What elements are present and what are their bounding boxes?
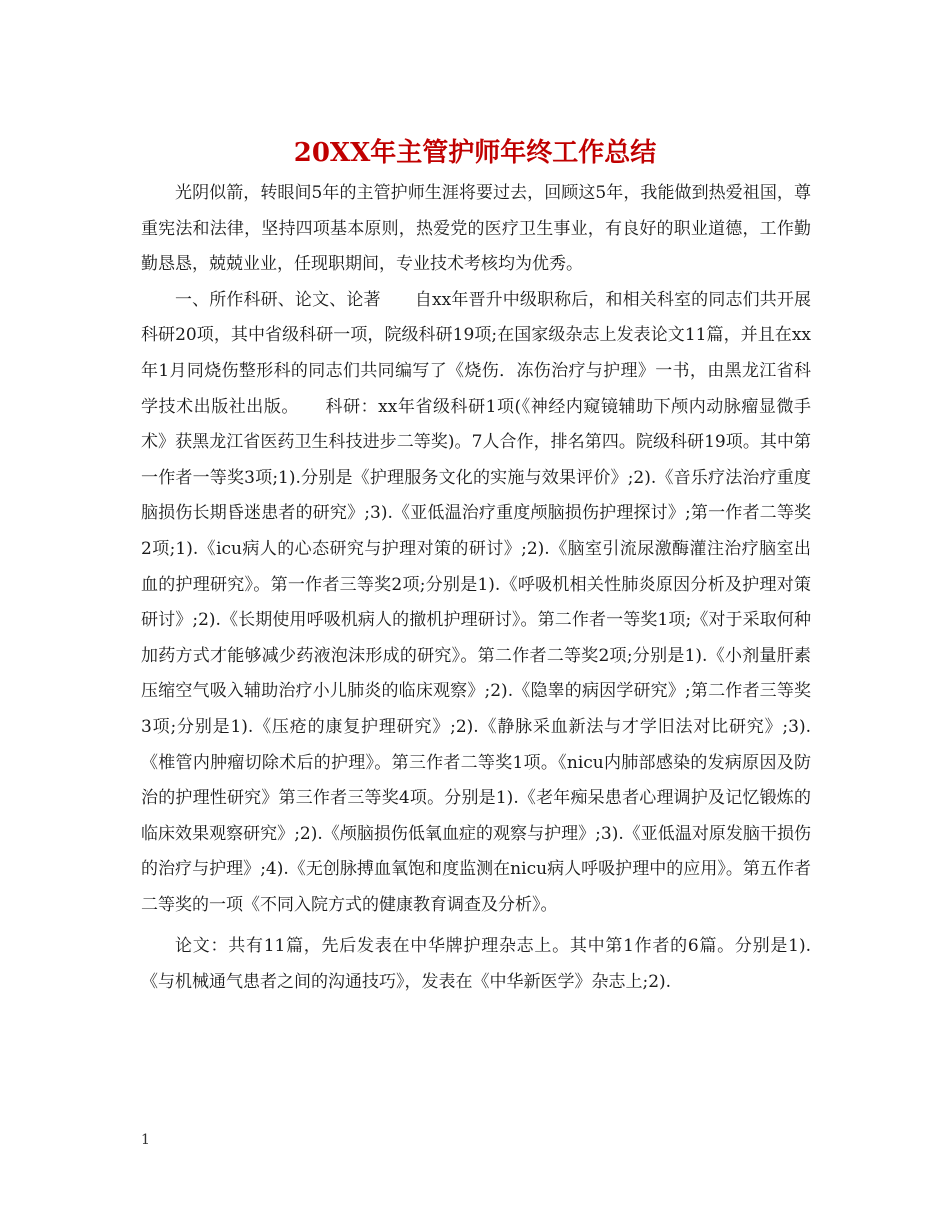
paragraph-research: 一、所作科研、论文、论著 自xx年晋升中级职称后，和相关科室的同志们共开展科研20项，其中省级科研一项，院级科研19项;在国家级杂志上发表论文11篇，并且在xx年1月同烧伤整形科的同志们共同编写了《烧伤．冻伤治疗与护理》一书，由黑龙江省科学技术出版社出版。 科研：xx年省级科研1项(《神经内窥镜辅助下颅内动脉瘤显微手术》获黑龙江省医药卫生科技进步二等奖)。7人合作，排名第四。院级科研19项。其中第一作者一等奖3项;1).分别是《护理服务文化的实施与效果评价》;2).《音乐疗法治疗重度脑损伤长期昏迷患者的研究》;3).《亚低温治疗重度颅脑损伤护理探讨》;第一作者二等奖2项;1).《icu病人的心态研究与护理对策的研讨》;2).《脑室引流尿激酶灌注治疗脑室出血的护理研究》。第一作者三等奖2项;分别是1).《呼吸机相关性肺炎原因分析及护理对策研讨》;2).《长期使用呼吸机病人的撤机护理研讨》。第二作者一等奖1项;《对于采取何种加药方式才能够减少药液泡沫形成的研究》。第二作者二等奖2项;分别是1).《小剂量肝素压缩空气吸入辅助治疗小儿肺炎的临床观察》;2).《隐睾的病因学研究》;第二作者三等奖3项;分别是1).《压疮的康复护理研究》;2).《静脉采血新法与才学旧法对比研究》;3).《椎管内肿瘤切除术后的护理》。第三作者二等奖1项。《nicu内肺部感染的发病原因及防治的护理性研究》第三作者三等奖4项。分别是1).《老年痴呆患者心理调护及记忆锻炼的临床效果观察研究》;2).《颅脑损伤低氧血症的观察与护理》;3).《亚低温对原发脑干损伤的治疗与护理》;4).《无创脉搏血氧饱和度监测在nicu病人呼吸护理中的应用》。第五作者二等奖的一项《不同入院方式的健康教育调查及分析》。 xyxy=(141,289,811,915)
page-number: 1 xyxy=(141,1132,150,1148)
paragraph-intro: 光阴似箭，转眼间5年的主管护师生涯将要过去，回顾这5年，我能做到热爱祖国，尊重宪法和法律，坚持四项基本原则，热爱党的医疗卫生事业，有良好的职业道德，工作勤勤恳恳，兢兢业业，任现职期间，专业技术考核均为优秀。 xyxy=(141,183,811,275)
document-title: 20XX年主管护师年终工作总结 xyxy=(293,138,657,168)
document-body xyxy=(141,176,811,1001)
paragraph-papers: 论文：共有11篇，先后发表在中华牌护理杂志上。其中第1作者的6篇。分别是1).《与机械通气患者之间的沟通技巧》，发表在《中华新医学》杂志上;2). xyxy=(141,936,811,993)
